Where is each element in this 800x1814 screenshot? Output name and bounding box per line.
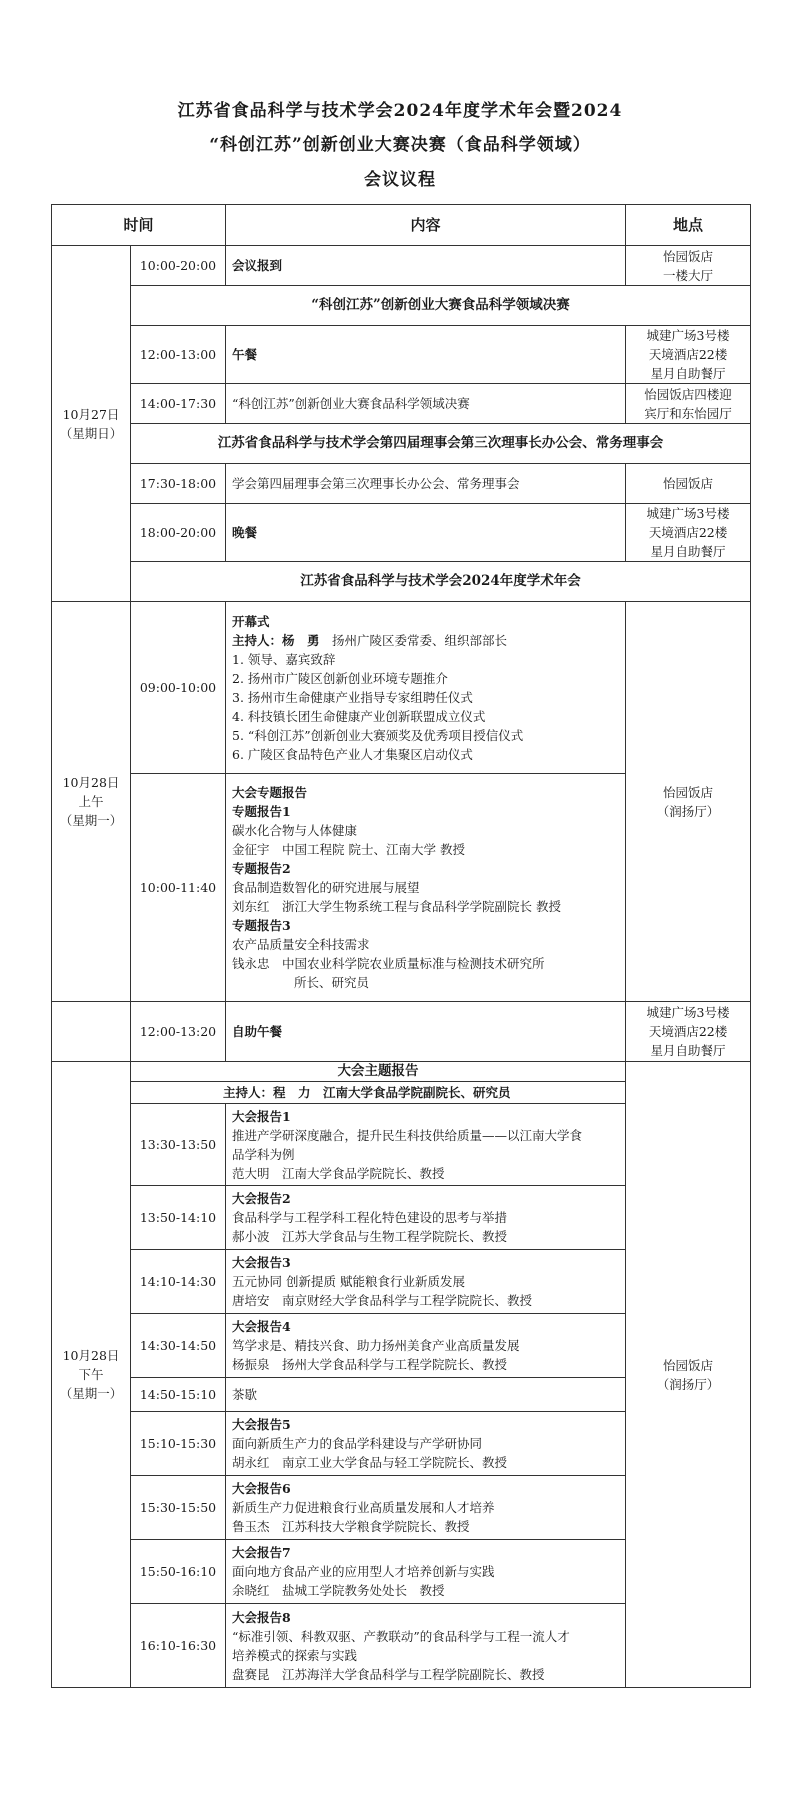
report-speaker: 胡永红 南京工业大学食品与轻工学院院长、教授 [232,1455,508,1470]
opening-title: 开幕式 [232,613,270,629]
time-cell: 15:30-15:50 [131,1476,226,1540]
table-row [52,384,751,424]
section-row [52,562,751,602]
header-place: 地点 [626,205,751,246]
header-content: 内容 [226,205,626,246]
report-topic: 推进产学研深度融合，提升民生科技供给质量——以江南大学食 [232,1127,583,1143]
report-content [226,1540,626,1604]
table-row [52,1002,751,1062]
section-row [52,424,751,464]
section-title: 江苏省食品科学与技术学会第四届理事会第三次理事长办公会、常务理事会 [131,424,751,464]
time-cell: 15:10-15:30 [131,1412,226,1476]
place-line: 星月自助餐厅 [650,544,726,559]
day1-date: 10月27日 [62,406,120,422]
report-label: 大会报告1 [232,1108,291,1124]
place-cell [626,384,751,424]
time-cell: 10:00-20:00 [131,246,226,286]
pm-host: 主持人：程 力 江南大学食品学院副院长、研究员 [131,1082,626,1104]
report-topic: “标准引领、科教双驱、产教联动”的食品科学与工程一流人才 [232,1628,570,1644]
section-title: “科创江苏”创新创业大赛食品科学领域决赛 [131,286,751,326]
place-line: 城建广场3号楼 [646,328,730,343]
time-cell: 14:30-14:50 [131,1314,226,1378]
report-topic: 培养模式的探索与实践 [232,1647,358,1663]
day2am-half: 上午 [78,794,104,809]
day1-date-cell [52,246,131,602]
report-label: 大会报告2 [232,1191,291,1206]
report-speaker: 刘东红 浙江大学生物系统工程与食品科学学院副院长 教授 [232,899,561,914]
day2pm-weekday: （星期一） [59,1386,123,1401]
empty-cell [52,1002,131,1062]
title-line-1: 江苏省食品科学与技术学会2024年度学术年会暨2024 [177,101,623,121]
report-speaker: 杨振泉 扬州大学食品科学与工程学院院长、教授 [232,1357,508,1372]
place-line: 宾厅和东怡园厅 [644,405,732,421]
report-content [226,1250,626,1314]
section-row [52,286,751,326]
place-line: 星月自助餐厅 [650,366,726,381]
host-label: 主持人：杨 勇 [232,632,320,648]
host-info: 扬州广陵区委常委、组织部部长 [332,632,508,648]
place-line: 天境酒店22楼 [648,525,728,540]
time-cell: 10:00-11:40 [131,774,226,1002]
content-cell: “科创江苏”创新创业大赛食品科学领域决赛 [226,384,626,424]
day2pm-date-cell [52,1062,131,1688]
time-cell: 09:00-10:00 [131,602,226,774]
time-cell: 14:10-14:30 [131,1250,226,1314]
report-speaker: 所长、研究员 [294,975,370,990]
place-cell: 怡园饭店 [626,464,751,504]
report-topic: 碳水化合物与人体健康 [232,823,358,838]
report-content [226,1604,626,1688]
opening-content [226,602,626,774]
place-cell [626,1062,751,1688]
place-line: 怡园饭店 [663,1357,714,1373]
time-cell: 12:00-13:00 [131,326,226,384]
time-cell: 13:30-13:50 [131,1104,226,1186]
report-topic: 面向地方食品产业的应用型人才培养创新与实践 [232,1564,495,1579]
place-line: 星月自助餐厅 [650,1043,726,1058]
report-label: 大会报告7 [232,1545,291,1560]
day2pm-date: 10月28日 [62,1348,120,1363]
report-content [226,1314,626,1378]
place-line: 怡园饭店 [663,784,714,800]
time-cell: 13:50-14:10 [131,1186,226,1250]
list-item: 1. 领导、嘉宾致辞 [232,651,336,667]
report-label: 大会报告6 [232,1481,291,1496]
report-speaker: 钱永忠 中国农业科学院农业质量标准与检测技术研究所 [232,956,545,971]
report-topic: 面向新质生产力的食品学科建设与产学研协同 [232,1436,483,1451]
report-topic: 食品制造数智化的研究进展与展望 [232,880,420,895]
table-row [52,464,751,504]
day2am-weekday: （星期一） [59,813,123,828]
report-label: 专题报告1 [232,804,291,819]
report-topic: 品学科为例 [232,1146,295,1162]
content-cell: 会议报到 [226,246,626,286]
title-line-2: “科创江苏”创新创业大赛决赛（食品科学领域） [209,135,591,155]
place-line: 怡园饭店四楼迎 [644,386,732,402]
place-line: 怡园饭店 [663,248,714,264]
place-line: 天境酒店22楼 [648,1024,728,1039]
report-speaker: 郝小波 江苏大学食品与生物工程学院院长、教授 [232,1229,508,1244]
report-label: 大会报告3 [232,1255,291,1270]
table-row [52,326,751,384]
report-topic: 食品科学与工程学科工程化特色建设的思考与举措 [232,1210,508,1225]
header-row [52,205,751,246]
place-line: 天境酒店22楼 [648,347,728,362]
place-line: 城建广场3号楼 [646,506,730,521]
report-topic: 笃学求是、精技兴食、助力扬州美食产业高质量发展 [232,1338,520,1353]
content-cell: 学会第四届理事会第三次理事长办公会、常务理事会 [226,464,626,504]
report-label: 大会报告4 [232,1319,291,1334]
place-line: 城建广场3号楼 [646,1005,730,1020]
place-line: 一楼大厅 [663,267,714,283]
list-item: 2. 扬州市广陵区创新创业环境专题推介 [232,670,448,686]
list-item: 3. 扬州市生命健康产业指导专家组聘任仪式 [232,689,473,705]
place-line: （润扬厅） [656,803,720,819]
day2am-date: 10月28日 [62,775,120,790]
place-cell [626,326,751,384]
report-speaker: 金征宇 中国工程院 院士、江南大学 教授 [232,842,465,857]
title-line-3: 会议议程 [364,170,436,190]
time-cell: 17:30-18:00 [131,464,226,504]
place-cell [626,504,751,562]
time-cell: 12:00-13:20 [131,1002,226,1062]
agenda-table [51,204,751,1688]
opening-host [232,631,625,650]
table-row [52,246,751,286]
report-content [226,1104,626,1186]
report-topic: 新质生产力促进粮食行业高质量发展和人才培养 [232,1500,495,1515]
report-topic: 农产品质量安全科技需求 [232,937,370,952]
content-cell: 自助午餐 [226,1002,626,1062]
report-label: 大会报告5 [232,1417,291,1432]
day1-weekday: （星期日） [59,425,123,441]
report-content [226,1186,626,1250]
place-line: （润扬厅） [656,1376,720,1392]
section-title: 大会主题报告 [131,1062,626,1082]
report-label: 大会报告8 [232,1609,291,1625]
list-item: 6. 广陵区食品特色产业人才集聚区启动仪式 [232,746,473,762]
report-speaker: 唐培安 南京财经大学食品科学与工程学院院长、教授 [232,1293,533,1308]
place-cell [626,246,751,286]
report-speaker: 鲁玉杰 江苏科技大学粮食学院院长、教授 [232,1519,470,1534]
time-cell: 14:00-17:30 [131,384,226,424]
content-cell: 午餐 [226,326,626,384]
day2am-date-cell [52,602,131,1002]
section-title: 江苏省食品科学与技术学会2024年度学术年会 [131,562,751,602]
header-time: 时间 [52,205,226,246]
content-cell: 晚餐 [226,504,626,562]
report-label: 专题报告2 [232,861,291,876]
place-cell [626,602,751,1002]
special-content [226,774,626,1002]
list-item: 5. “科创江苏”创新创业大赛颁奖及优秀项目授信仪式 [232,727,524,743]
section-row [52,1062,751,1082]
time-cell: 18:00-20:00 [131,504,226,562]
report-speaker: 余晓红 盐城工学院教务处处长 教授 [232,1583,445,1598]
time-cell: 14:50-15:10 [131,1378,226,1412]
table-row [52,504,751,562]
report-content [226,1412,626,1476]
content-cell: 茶歇 [226,1378,626,1412]
time-cell: 16:10-16:30 [131,1604,226,1688]
place-cell [626,1002,751,1062]
special-title: 大会专题报告 [232,785,308,800]
report-content [226,1476,626,1540]
report-topic: 五元协同 创新提质 赋能粮食行业新质发展 [232,1274,465,1289]
day2pm-half: 下午 [78,1367,104,1382]
time-cell: 15:50-16:10 [131,1540,226,1604]
list-item: 4. 科技镇长团生命健康产业创新联盟成立仪式 [232,708,486,724]
table-row [52,602,751,774]
report-label: 专题报告3 [232,918,291,933]
report-speaker: 范大明 江南大学食品学院院长、教授 [232,1165,445,1181]
report-speaker: 盘赛昆 江苏海洋大学食品科学与工程学院副院长、教授 [232,1666,545,1682]
